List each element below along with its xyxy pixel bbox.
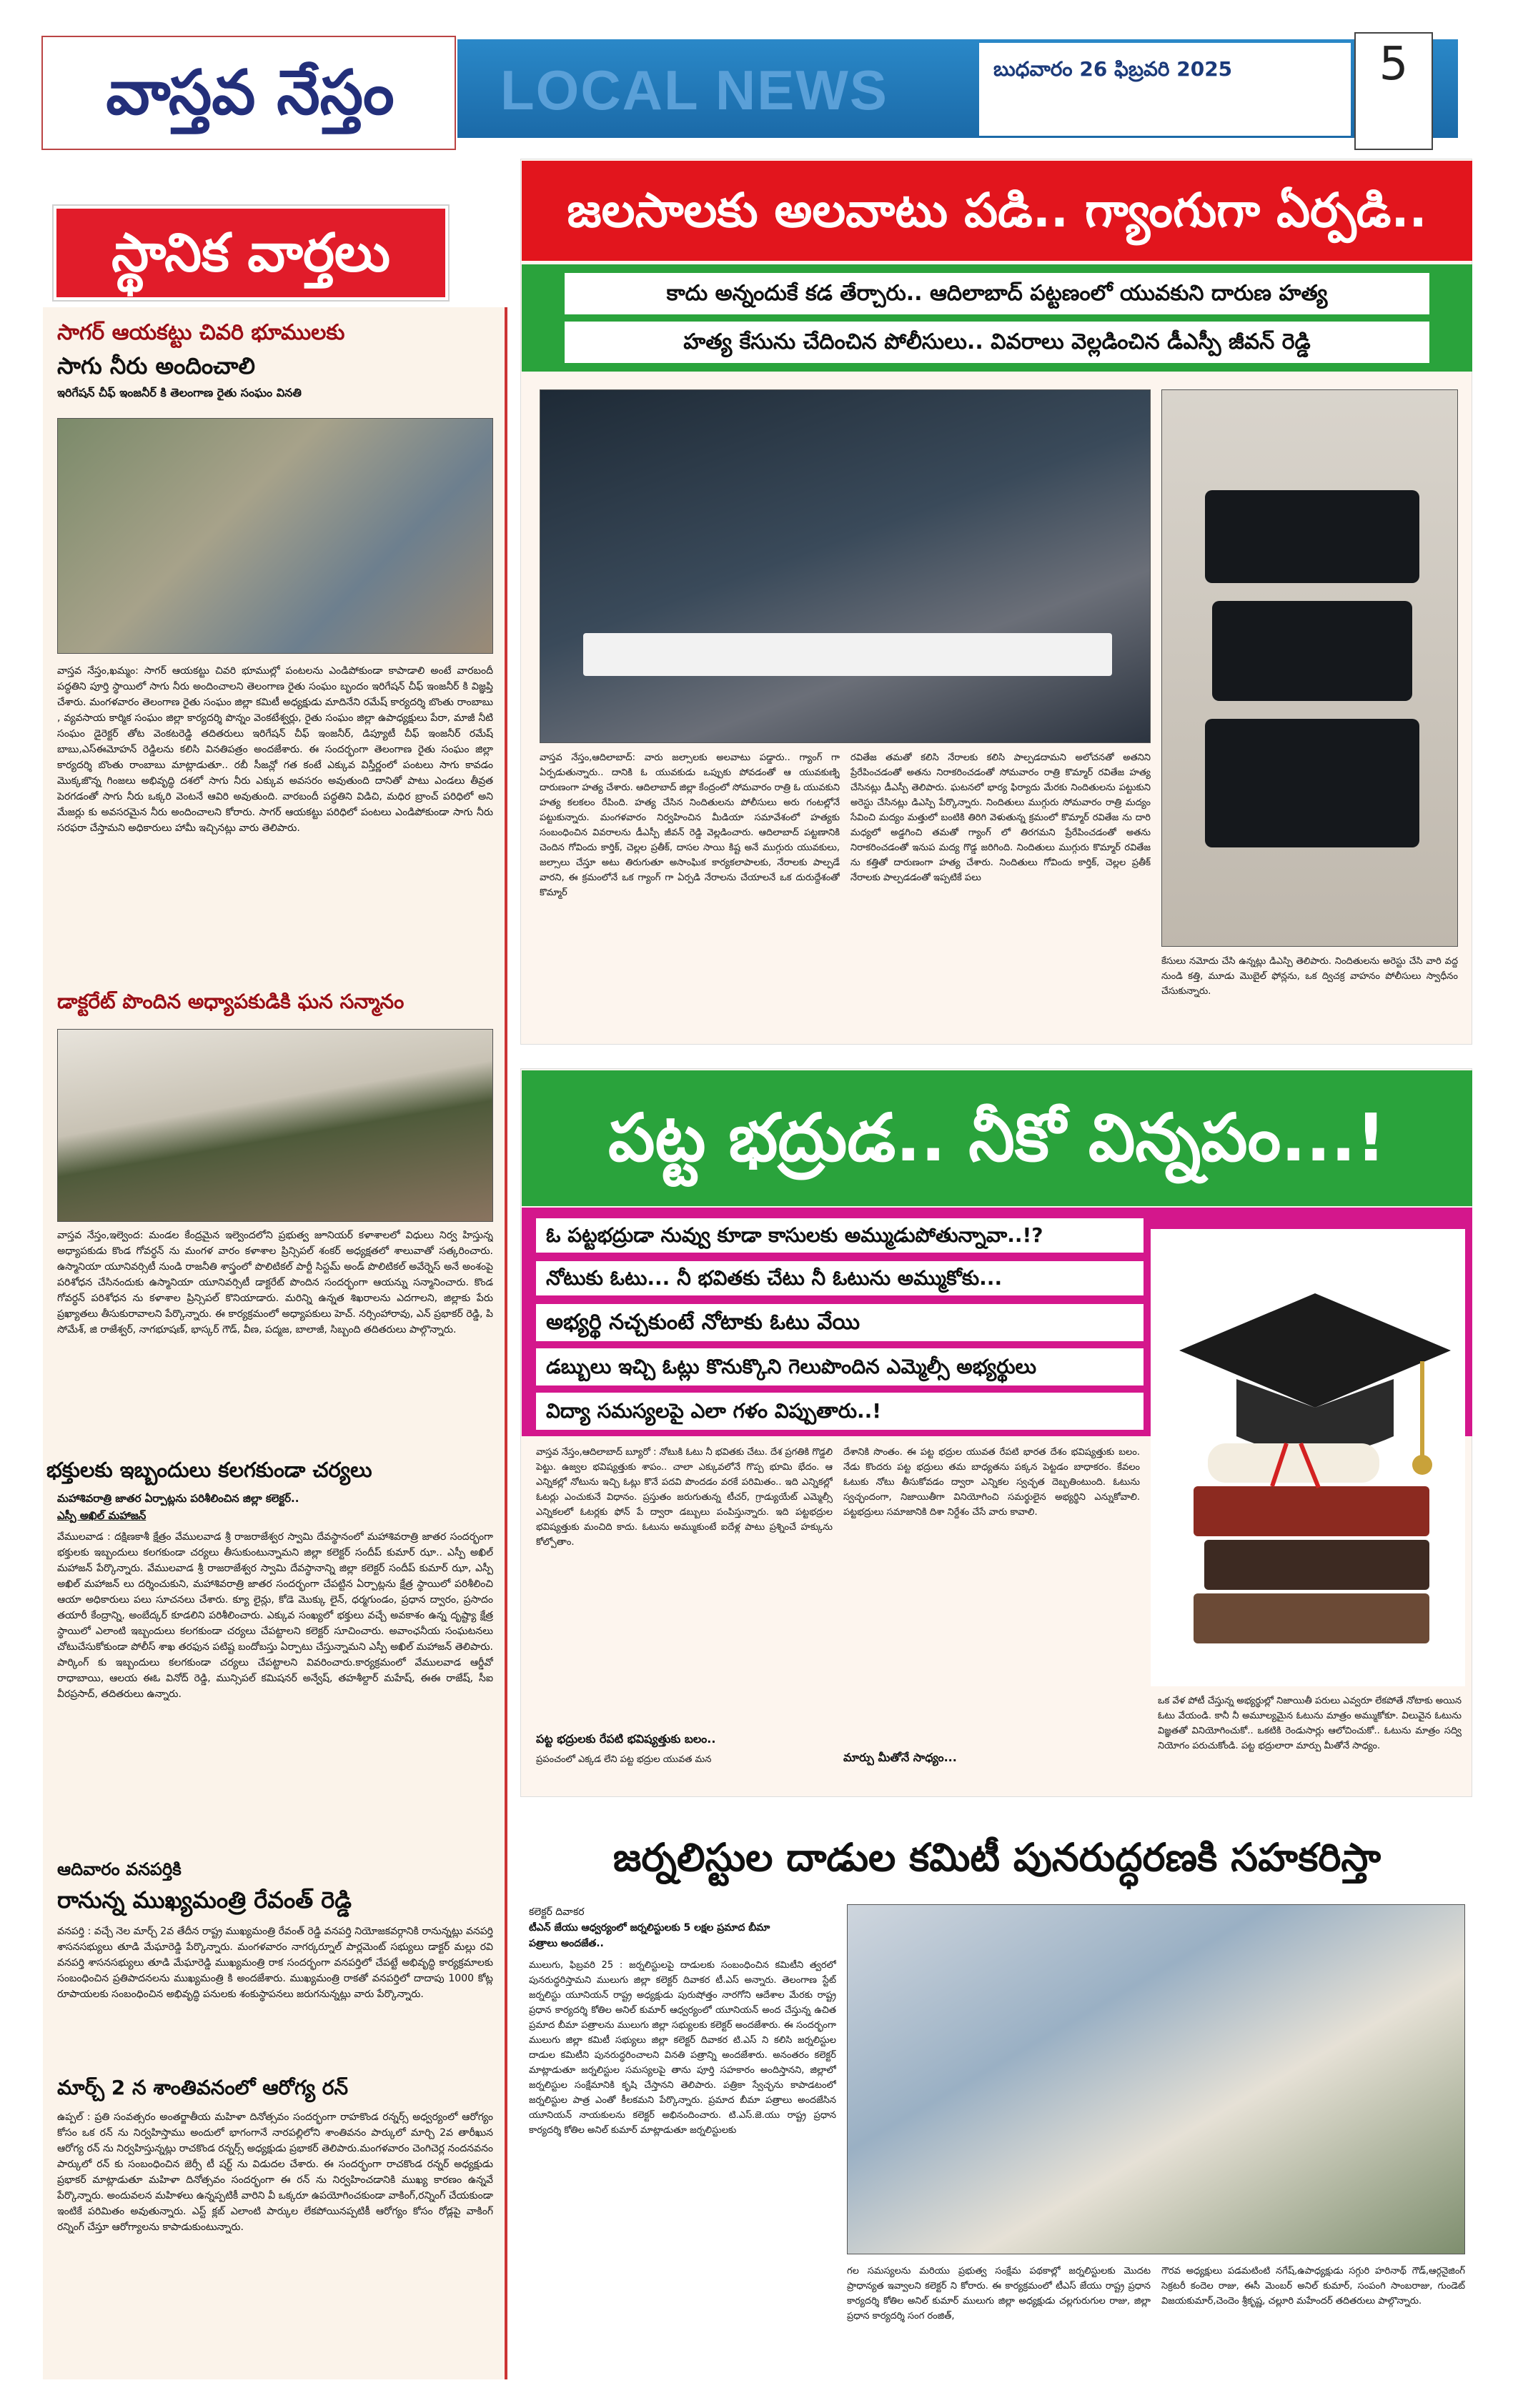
story3-body: వేములవాడ : దక్షిణకాశీ క్షేత్రం వేములవాడ శ్రీ రాజరాజేశ్వర స్వామి దేవస్థానంలో మహాశివరాత్రి జాతర సందర్భంగా భక్తులకు ఇబ్బందులు కలగకుండా చర్యలు తీసుకుంటున్నామని జిల్లా కలెక్టర్ సందీప్ కుమార్ ఝా.. ఎస్పీ అఖిల్ మహాజన్ పేర్కొన్నారు. వేములవాడ శ్రీ రాజరాజేశ్వర స్వామి దేవస్థానాన్ని జిల్లా కలెక్టర్ సందీప్ కుమార్ ఝా, ఎస్పీ అఖిల్ మహాజన్ లు దర్శించుకుని, మహాశివరాత్రి జాతర సందర్భంగా చేపట్టిన ఏర్పాట్లను క్షేత్ర స్థాయిలో పరిశీలించి ఆయా అధికారులు పలు సూచనలు చేశారు. క్యూ లైన్లు, కోడె మొక్కు లైన్, ధర్మగుండం, ప్రధాన ద్వారం, ప్రసాదం తయారీ కేంద్రాన్ని, అంబేద్కర్ కూడలిని పరిశీలించారు. ఎక్కువ సంఖ్యలో భక్తులు వచ్చే అవకాశం ఉన్న దృష్ట్యా క్షేత్ర స్థాయిలో ఎలాంటి ఇబ్బందులు కలగకుండా చర్యలు చేపట్టాలని కలెక్టర్ సూచించారు. అవాంఛనీయ సంఘటనలు చోటుచేసుకోకుండా పోలీస్ శాఖ తరఫున పటిష్ట బందోబస్తు ఏర్పాటు చేస్తున్నామని ఎస్పీ అఖిల్ మహాజన్ తెలిపారు. పార్కింగ్ కు ఇబ్బందులు కలగకుండా చర్యలు చేపట్టాలని వివరించారు.కార్యక్రమంలో వేములవాడ ఆర్డీవో రాధాబాయి, ఆలయ ఈఓ వినోద్ రెడ్డి, మున్సిపల్ కమిషనర్ అన్వేష్, తహశీల్దార్ మహేష్, ఈఈ రాజేష్, సీఐ వీరప్రసాద్, తదితరులు ఉన్నారు. [57, 1531, 493, 1700]
story5-headline: మార్చ్ 2 న శాంతివనంలో ఆరోగ్య రన్ [57, 2076, 349, 2099]
story1-body: వాస్తవ నేస్తం,ఖమ్మం: సాగర్ ఆయకట్టు చివరి భూముల్లో పంటలను ఎండిపోకుండా కాపాడాలి అంటే వారబందీ పద్ధతిని పూర్తి స్థాయిలో సాగు నీరు అందించాలని తెలంగాణ రైతు సంఘం బృందం ఇరిగేషన్ చీఫ్ ఇంజనీర్ కి విజ్ఞప్తి చేశారు. మంగళవారం తెలంగాణ రైతు సంఘం జిల్లా కమిటీ అధ్యక్షుడు మాదినేని రమేష్ కార్యదర్శి బొంతు రాంబాబు , వ్యవసాయ కార్మిక సంఘం జిల్లా కార్యదర్శి పొన్నం వెంకటేశ్వర్లు, రైతు సంఘం జిల్లా ఉపాధ్యక్షులు పేరా, మాజీ నీటి సంఘం డైరెక్టర్ తోట వెంకటరెడ్డి తదితరులు ఇరిగేషన్ చీఫ్ ఇంజనీర్, డిప్యూటీ చీఫ్ ఇంజనీర్ రమేష్ బాబు,ఎస్ఈమోహన్ రెడ్డిలను కలిసి వినతిపత్రం అందజేశారు. ఈ సందర్భంగా తెలంగాణ రైతు సంఘం జిల్లా కార్యదర్శి బొంతు రాంబాబు మాట్లాడుతూ.. రబీ సీజన్లో గత కంటే ఎక్కువ విస్తీర్ణంలో పంటలు సాగు కావడం మొక్కజొన్న గింజలు అభివృద్ధి దశలో సాగు నీరు ఎక్కువ అవసరం అవుతుంది దానితో పాటు ఎండలు తీవ్రత పెరగడంతో సాగు నీరు ఒక్కరి వెంటనే ఆవిరి అవుతుంది. వారబందీ పద్ధతిని విడిచి, మధిర బ్రాంచ్ పరిధిలో అని మేజర్లు కు అవసరమైన నీరు అందించాలని కోరారు. సాగర్ ఆయకట్టు పరిధిలో పంటలు ఎండిపోకుండా సాగు నీరు సరఫరా చేస్తామని అధికారులు హామీ ఇచ్చినట్లు వారు తెలిపారు. [57, 665, 493, 834]
page-number-box [1354, 32, 1433, 150]
crime-headline-bar [522, 161, 1472, 261]
local-news-label: LOCAL NEWS [500, 59, 888, 121]
graduation-image [1151, 1229, 1465, 1686]
phone-2 [1212, 601, 1412, 701]
crime-subhead-1: కాదు అన్నందుకే కడ తేర్చారు.. ఆదిలాబాద్ పట్టణంలో యువకుని దారుణ హత్య [565, 273, 1429, 314]
voter-line-1: ఓ పట్టభద్రుడా నువ్వు కూడా కాసులకు అమ్ముడుపోతున్నావా..!? [536, 1218, 1144, 1253]
story5-body: ఉప్పల్ : ప్రతి సంవత్సరం అంతర్జాతీయ మహిళా దినోత్సవం సందర్భంగా రాహకొండ రన్నర్స్ అధ్వర్యంలో ఆరోగ్యం కోసం ఒక రన్ ను నిర్వహిస్తాము అందులో భాగంగానే నారపల్లిలోని శాంతివనం పార్కులో మార్చి 2వ తారీఖున ఆరోగ్య రన్ ను నిర్వహిస్తున్నట్లు రాచకొండ రన్నర్స్ అధ్యక్షుడు ప్రభాకర్ తెలిపారు.మంగళవారం చెంగిచెర్ల నందనవనం పార్కులో రన్ కు సంబంధించిన జెర్సీ టీ షర్ట్ ను విడుదల చేశారు. ఈ సందర్భంగా రాచకొండ రన్నర్ అధ్యక్షుడు ప్రభాకర్ మాట్లాడుతూ మహిళా దినోత్సవం సందర్భంగా ఈ రన్ ను నిర్వహించడానికి ముఖ్య కారణం ఉన్నవే పేర్కొన్నారు. అందువలన మహిళలు ఉన్నప్పటికీ వారిని వీ ఒక్కరూ ఉపయోగించకుండా వాకింగ్,రన్నింగ్ చేయకుండా ఇంటికే పరిమితం అవుతున్నారు. ఎస్ట్ క్లబ్ ఎలాంటి పార్కుల లేకపోయినప్పటికీ ఆరోగ్యం కోసం రోడ్లపై వాకింగ్ రన్నింగ్ చేస్తూ ఆరోగ్యాలను కాపాడుకుంటున్నారు. [57, 2111, 493, 2233]
story4-body: వనపర్తి : వచ్చే నెల మార్చ్ 2వ తేదీన రాష్ట్ర ముఖ్యమంత్రి రేవంత్ రెడ్డి వనపర్తి నియోజకవర్గానికి రానున్నట్లు వనపర్తి శాసనసభ్యులు తూడి మేఘారెడ్డి పేర్కొన్నారు. మంగళవారం నాగర్కర్నూల్ పార్లమెంట్ సభ్యులు డాక్టర్ మల్లు రవి వనపర్తి శాసనసభ్యులు తూడి మేఘారెడ్డి ముఖ్యమంత్రి రాక సందర్భంగా వనపర్తిలో చేపట్టే అభివృద్ధి కార్యక్రమాలకు సంబంధించిన ప్రతిపాదనలను ముఖ్యమంత్రి కి అందజేశారు. ముఖ్యమంత్రి రాకతో వనపర్తిలో దాదాపు 1000 కోట్ల రూపాయలకు సంబంధించిన అభివృద్ధి పనులకు శంకుస్థాపనలు జరుగనున్నట్లు వారు పేర్కొన్నారు. [57, 1926, 493, 2000]
story1-subhead: ఇరిగేషన్ చీఫ్ ఇంజనీర్ కి తెలంగాణ రైతు సంఘం వినతి [57, 386, 302, 399]
masthead-logo-box [41, 36, 456, 150]
page-number: 5 [1379, 38, 1409, 91]
story1-headline-1: సాగర్ ఆయకట్టు చివరి భూములకు [57, 320, 345, 345]
voter-line-4: డబ్బులు ఇచ్చి ఓట్లు కొనుక్కొని గెలుపొందిన ఎమ్మెల్సీ అభ్యర్థులు [536, 1348, 1144, 1385]
section-banner [54, 206, 448, 300]
story1-headline-2: సాగు నీరు అందించాలి [57, 352, 255, 379]
voter-body-col2: దేశానికి సొంతం. ఈ పట్ట భద్రుల యువత రేపటి భారత దేశం భవిష్యత్తుకు బలం. నేడు కొందరు పట్ట భద్రులు తమ బాధ్యతను పక్కన పెట్టడం బాధాకరం. కేవలం ఓటుకు నోటు తీసుకోవడం ద్వారా ఎన్నికల స్వచ్ఛత దెబ్బతింటుంది. ఓటును స్వచ్ఛందంగా, నిజాయితీగా వినియోగించి సమర్థులైన అభ్యర్థిని ఎన్నుకోవాలి. పట్టభద్రులు సమాజానికి దిశా నిర్దేశం చేసే వారు కావాలి. [843, 1447, 1140, 1518]
journalist-headline: జర్నలిస్టుల దాడుల కమిటీ పునరుద్ధరణకి సహకరిస్తా [612, 1835, 1381, 1880]
story3-subhead: మహాశివరాత్రి జాతర ఏర్పాట్లను పరిశీలించిన జిల్లా కలెక్టర్.. [57, 1492, 299, 1505]
seized-items-photo [1161, 389, 1458, 947]
story1-photo [57, 418, 493, 654]
story4-headline: రానున్న ముఖ్యమంత్రి రేవంత్ రెడ్డి [57, 1886, 352, 1914]
voter-line-5: విద్యా సమస్యలపై ఎలా గళం విప్పుతారు..! [536, 1393, 1144, 1430]
journalist-caption-col1: గల సమస్యలను మరియు ప్రభుత్వ సంక్షేమ పథకాల్లో జర్నలిస్టులకు మొదట ప్రాధాన్యత ఇవ్వాలని కలెక్టర్ ని కోరారు. ఈ కార్యక్రమంలో టీఎస్ జేయు రాష్ట్ర ప్రధాన కార్యదర్శి కోతిల అనిల్ కుమార్ ములుగు జిల్లా అధ్యక్షుడు చల్లగురుగుల రాజు, జిల్లా ప్రధాన కార్యదర్శి సంగ రంజిత్, [847, 2266, 1151, 2322]
journalist-caption-col2: గౌరవ అధ్యక్షులు పడమటింటి నగేష్,ఉపాధ్యక్షుడు సగ్గురి హరినాథ్ గౌడ్,ఆర్గనైజింగ్ సెక్రటరీ కందెల రాజు, ఈసీ మెంబర్ అనిల్ కుమార్, సంపంగి సాంబరాజు, గుండెట్ విజయకుమార్,చెందెం శ్రీకృష్ణ, చల్లూరి మహేందర్ తదితరులు పాల్గొన్నారు. [1161, 2266, 1465, 2307]
story3-byline: ఎస్పీ అఖిల్ మహాజన్ [57, 1509, 147, 1522]
crime-subhead-2: హత్య కేసును చేదించిన పోలీసులు.. వివరాలు వెల్లడించిన డీఎస్పీ జీవన్ రెడ్డి [565, 322, 1429, 363]
graduation-cap-icon [1151, 1229, 1465, 1686]
crime-body-col2: రవితేజ తమతో కలిసి నేరాలకు కలిసి పాల్పడదామని అలోచనతో అతనిని ప్రేరేపించడంతో అతను నిరాకరించడంతో సోమవారం రాత్రి కొమ్మార్ రవితేజ హత్య చేసినట్లు డీఎస్పీ తెలిపారు. ఘటనలో భార్య ఫిర్యాదు మేరకు నిందితులను పట్టుకుని అరెస్టు చేసినట్లు డిఎస్పి పేర్కొన్నారు. నిందితులు ముగ్గురు సోమవారం రాత్రి మద్యం సేవించి మద్యం మత్తులో బంటికి తిరిగి వెళుతున్న క్రమంలో కొమ్మార్ రవితేజ ను దారి మధ్యలో అడ్డగించి తమతో గ్యాంగ్ లో తిరగమని ప్రేరేపించడంతో అతను నిరాకరించడంతో ఇనుప మద్య గొడ్డ జరిగింది. నిందితులు ముగ్గురు కొమ్మార్ రవితేజ ను కత్తితో దారుణంగా హత్య చేశారు. నిందితులు గోవిందు కార్తిక్, చెల్లల ప్రతీక్ నేరాలకు పాల్పడడంతో ఇప్పటికే పలు [850, 752, 1151, 883]
press-meet-photo [540, 389, 1151, 743]
masthead-brand: వాస్తవ నేస్తం [106, 56, 395, 129]
date-box [979, 43, 1351, 136]
voter-body-col1-tail: ప్రపంచంలో ఎక్కడ లేని పట్ట భద్రుల యువత మన [536, 1754, 712, 1765]
date-text: బుధవారం 26 ఫిబ్రవరి 2025 [993, 57, 1233, 81]
journalist-body: ములుగు, ఫిబ్రవరి 25 : జర్నలిస్టులపై దాడులకు సంబంధించిన కమిటీని త్వరలో పునరుద్ధరిస్తామని ములుగు జిల్లా కలెక్టర్ దివాకర టీ.ఎస్ అన్నారు. తెలంగాణ స్టేట్ జర్నలిస్టు యూనియన్ రాష్ట్ర అధ్యక్షుడు పురుషోత్తం నారగోని ఆదేశాల మేరకు రాష్ట్ర ప్రధాన కార్యదర్శి కోతిల అనిల్ కుమార్ ఆధ్వర్యంలో యూనియన్ అంద చేస్తున్న ఉచిత ప్రమాద బీమా పత్రాలను ములుగు జిల్లా సభ్యులకు కలెక్టర్ అందజేశారు. ఈ సందర్భంగా ములుగు జిల్లా కమిటీ సభ్యులు జిల్లా కలెక్టర్ దివాకర టి.ఎస్ ని కలిసి జర్నలిస్టుల దాడుల కమిటీని పునరుద్ధరించాలని వినతి పత్రాన్ని అందజేశారు. అనంతరం కలెక్టర్ మాట్లాడుతూ జర్నలిస్టుల సమస్యలపై తాను పూర్తి సహకారం అందిస్తానని, జిల్లాలో జర్నలిస్టుల సంక్షేమానికి కృషి చేస్తానని తెలిపారు. పత్రికా స్వేచ్ఛను కాపాడటంలో జర్నలిస్టుల పాత్ర ఎంతో కీలకమని పేర్కొన్నారు. ప్రమాద బీమా పత్రాలు అందజేసిన యూనియన్ నాయకులను కలెక్టర్ అభినందించారు. టి.ఎస్.జె.యు రాష్ట్ర ప్రధాన కార్యదర్శి కోతిల అనిల్ కుమార్ మాట్లాడుతూ జర్నలిస్టులకు [529, 1960, 836, 2136]
journalist-kicker: కలెక్టర్ దివాకర [529, 1906, 585, 1918]
voter-headline-bar [522, 1070, 1472, 1206]
journalist-subhead-2: పత్రాలు అందజేత.. [529, 1938, 604, 1949]
crime-body-col1: వాస్తవ నేస్తం,ఆదిలాబాద్: వారు జల్సాలకు అలవాటు పడ్డారు.. గ్యాంగ్ గా ఏర్పడుతున్నారు.. దానికి ఓ యువకుడు ఒప్పుకు పోవడంతో ఆ యువకుణ్ని దారుణంగా హత్య చేశారు. ఆదిలాబాద్ జిల్లా కేంద్రంలో సోమవారం రాత్రి ఓ యువకుని హత్య కలకలం రేపింది. హత్య చేసిన నిందితులను పోలీసులు అరు గంటల్లోనే పట్టుకున్నారు. మంగళవారం నిర్వహించిన మీడియా సమావేశంలో హత్యకు సంబంధించిన వివరాలను డీఎస్పీ జీవన్ రెడ్డి వెల్లడించారు. ఆదిలాబాద్ పట్టణానికి చెందిన గోవిందు కార్తిక్, చెల్లల ప్రతీక్, దాసల సాయి కిష్ట అనే ముగ్గురు యువకులు, జల్సాలు చేస్తూ అటు తిరుగుతూ అసాంఘిక కార్యకలాపాలకు, నేరాలకు పాల్పడే వారని, ఈ క్రమంలోనే ఒక గ్యాంగ్ గా ఏర్పడి నేరాలను చేయాలనే ఒక దురుద్దేశంతో కొమ్మార్ [540, 752, 840, 898]
story2-photo [57, 1029, 493, 1222]
section-title: స్థానిక వార్తలు [111, 222, 390, 284]
story3-headline: భక్తులకు ఇబ్బందులు కలగకుండా చర్యలు [46, 1458, 372, 1482]
journalist-subhead-1: టీఎన్ జేయు ఆధ్వర్యంలో జర్నలిస్టులకు 5 లక్షల ప్రమాద బీమా [529, 1922, 770, 1934]
voter-headline: పట్ట భద్రుడ.. నీకో విన్నపం...! [607, 1100, 1386, 1176]
story4-headline-small: ఆదివారం వనపర్తికి [57, 1859, 182, 1879]
story2-body: వాస్తవ నేస్తం,ఇల్వెంద: మండల కేంద్రమైన ఇల్వెందలోని ప్రభుత్వ జూనియర్ కళాశాలలో విధులు నిర్వ హిస్తున్న అధ్యాపకుడు కొండ గోవర్ధన్ ను మంగళ వారం కళాశాల ప్రిన్సిపల్ శంకర్ అధ్యక్షతలో శాలువాతో సత్కరించారు. ఉస్మానియా యూనివర్సిటీ నుండి రాజనీతి శాస్త్రంలో పొలిటికల్ పార్టీ సిస్టమ్ అండ్ పొలిటికల్ అవేర్నెస్ అనే అంశంపై పరిశోధన చేసినందుకు ఉస్మానియా యూనివర్సిటీ డాక్టరేట్ పొందిన సందర్భంగా ఆయన్ను సన్మానించారు. కొండ గోవర్ధన్ పరిశోధన ను కళాశాల ప్రిన్సిపల్ కొనియాడారు. మరిన్ని ఉన్నత శిఖరాలను ఎదగాలని, జిల్లాకు పేరు ప్రఖ్యాతలు తీసుకురావాలని పేర్కొన్నారు. ఈ కార్యక్రమంలో అధ్యాపకులు హెచ్. నర్సింహారావు, ఎన్ ప్రభాకర్ రెడ్డి, పి సోమేశ్, జి రాజేశ్వర్, నాగభూషణ్, భాస్కర్ గౌడ్, వీణ, పద్మజ, బాలాజీ, సిబ్బంది తదితరులు పాల్గొన్నారు. [57, 1230, 493, 1335]
phone-1 [1205, 490, 1419, 583]
crime-headline: జలసాలకు అలవాటు పడి.. గ్యాంగుగా ఏర్పడి.. [567, 183, 1427, 238]
voter-line-2: నోటుకు ఓటు... నీ భవితకు చేటు నీ ఓటును అమ్ముకోకు... [536, 1261, 1144, 1295]
phone-3 [1205, 719, 1419, 847]
story2-headline: డాక్టరేట్ పొందిన అధ్యాపకుడికి ఘన సన్మానం [57, 990, 405, 1013]
voter-body-col1-bold: పట్ట భద్రులకు రేపటి భవిష్యత్తుకు బలం.. [536, 1732, 716, 1746]
voter-body-col2-bold: మార్పు మీతోనే సాధ్యం... [843, 1751, 957, 1764]
press-table [583, 633, 1112, 676]
journalist-photo [847, 1904, 1465, 2254]
voter-caption: ఒక వేళ పోటీ చేస్తున్న అభ్యర్థుల్లో నిజాయితీ పరులు ఎవ్వరూ లేకపోతే నోటాకు అయిన ఓటు వేయండి. కానీ నీ అమూల్యమైన ఓటును మాత్రం అమ్ముకోకూ. విలువైన ఓటును విజ్ఞతతో వినియోగించుకో.. ఒకటికి రెండుసార్లు ఆలోచించుకో.. ఓటును మాత్రం సద్వి నియోగం పరుచుకోండి. పట్ట భద్రులారా మార్పు మీతోనే సాధ్యం. [1158, 1696, 1462, 1751]
crime-photo-caption: కేసులు నమోదు చేసి ఉన్నట్లు డిఎస్పి తెలిపారు. నిందితులను అరెస్టు చేసి వారి వద్ద నుండి కత్తి, మూడు మొబైల్ ఫోన్లను, ఒక ద్విచక్ర వాహనం పోలీసులు స్వాధీనం చేసుకున్నారు. [1161, 956, 1458, 997]
voter-body-col1: వాస్తవ నేస్తం,ఆదిలాబాద్ బ్యూరో : నోటుకి ఓటు నీ భవితకు చేటు. దేశ ప్రగతికి గొడ్డలి పెట్టు. ఉజ్వల భవిష్యత్తుకు శాపం.. చాలా ఎక్కువలోనే గొప్ప భూమి భేదం. ఆ ఎన్నికల్లో నోటును ఇచ్చి ఓట్లు కొనే పదవి పొందడం వరకే పరిమితం.. ఇది ఎన్నికల్లో ఓటర్లు ఎంచుకునే విధానం. ప్రస్తుతం జరుగుతున్న టీచర్, గ్రాడ్యుయేట్ ఎమ్మెల్సీ ఎన్నికలలో ఓటర్లకు ఫోన్ పే ద్వారా డబ్బులు పంపిస్తున్నారు. ఇది పట్టభద్రుల భవిష్యత్తుకు మంచిది కాదు. ఓటును అమ్ముకుంటే ఐదేళ్ల పాటు ప్రశ్నించే హక్కును కోల్పోతాం. [536, 1447, 833, 1548]
voter-line-3: అభ్యర్థి నచ్చకుంటే నోటాకు ఓటు వేయి [536, 1304, 1144, 1341]
